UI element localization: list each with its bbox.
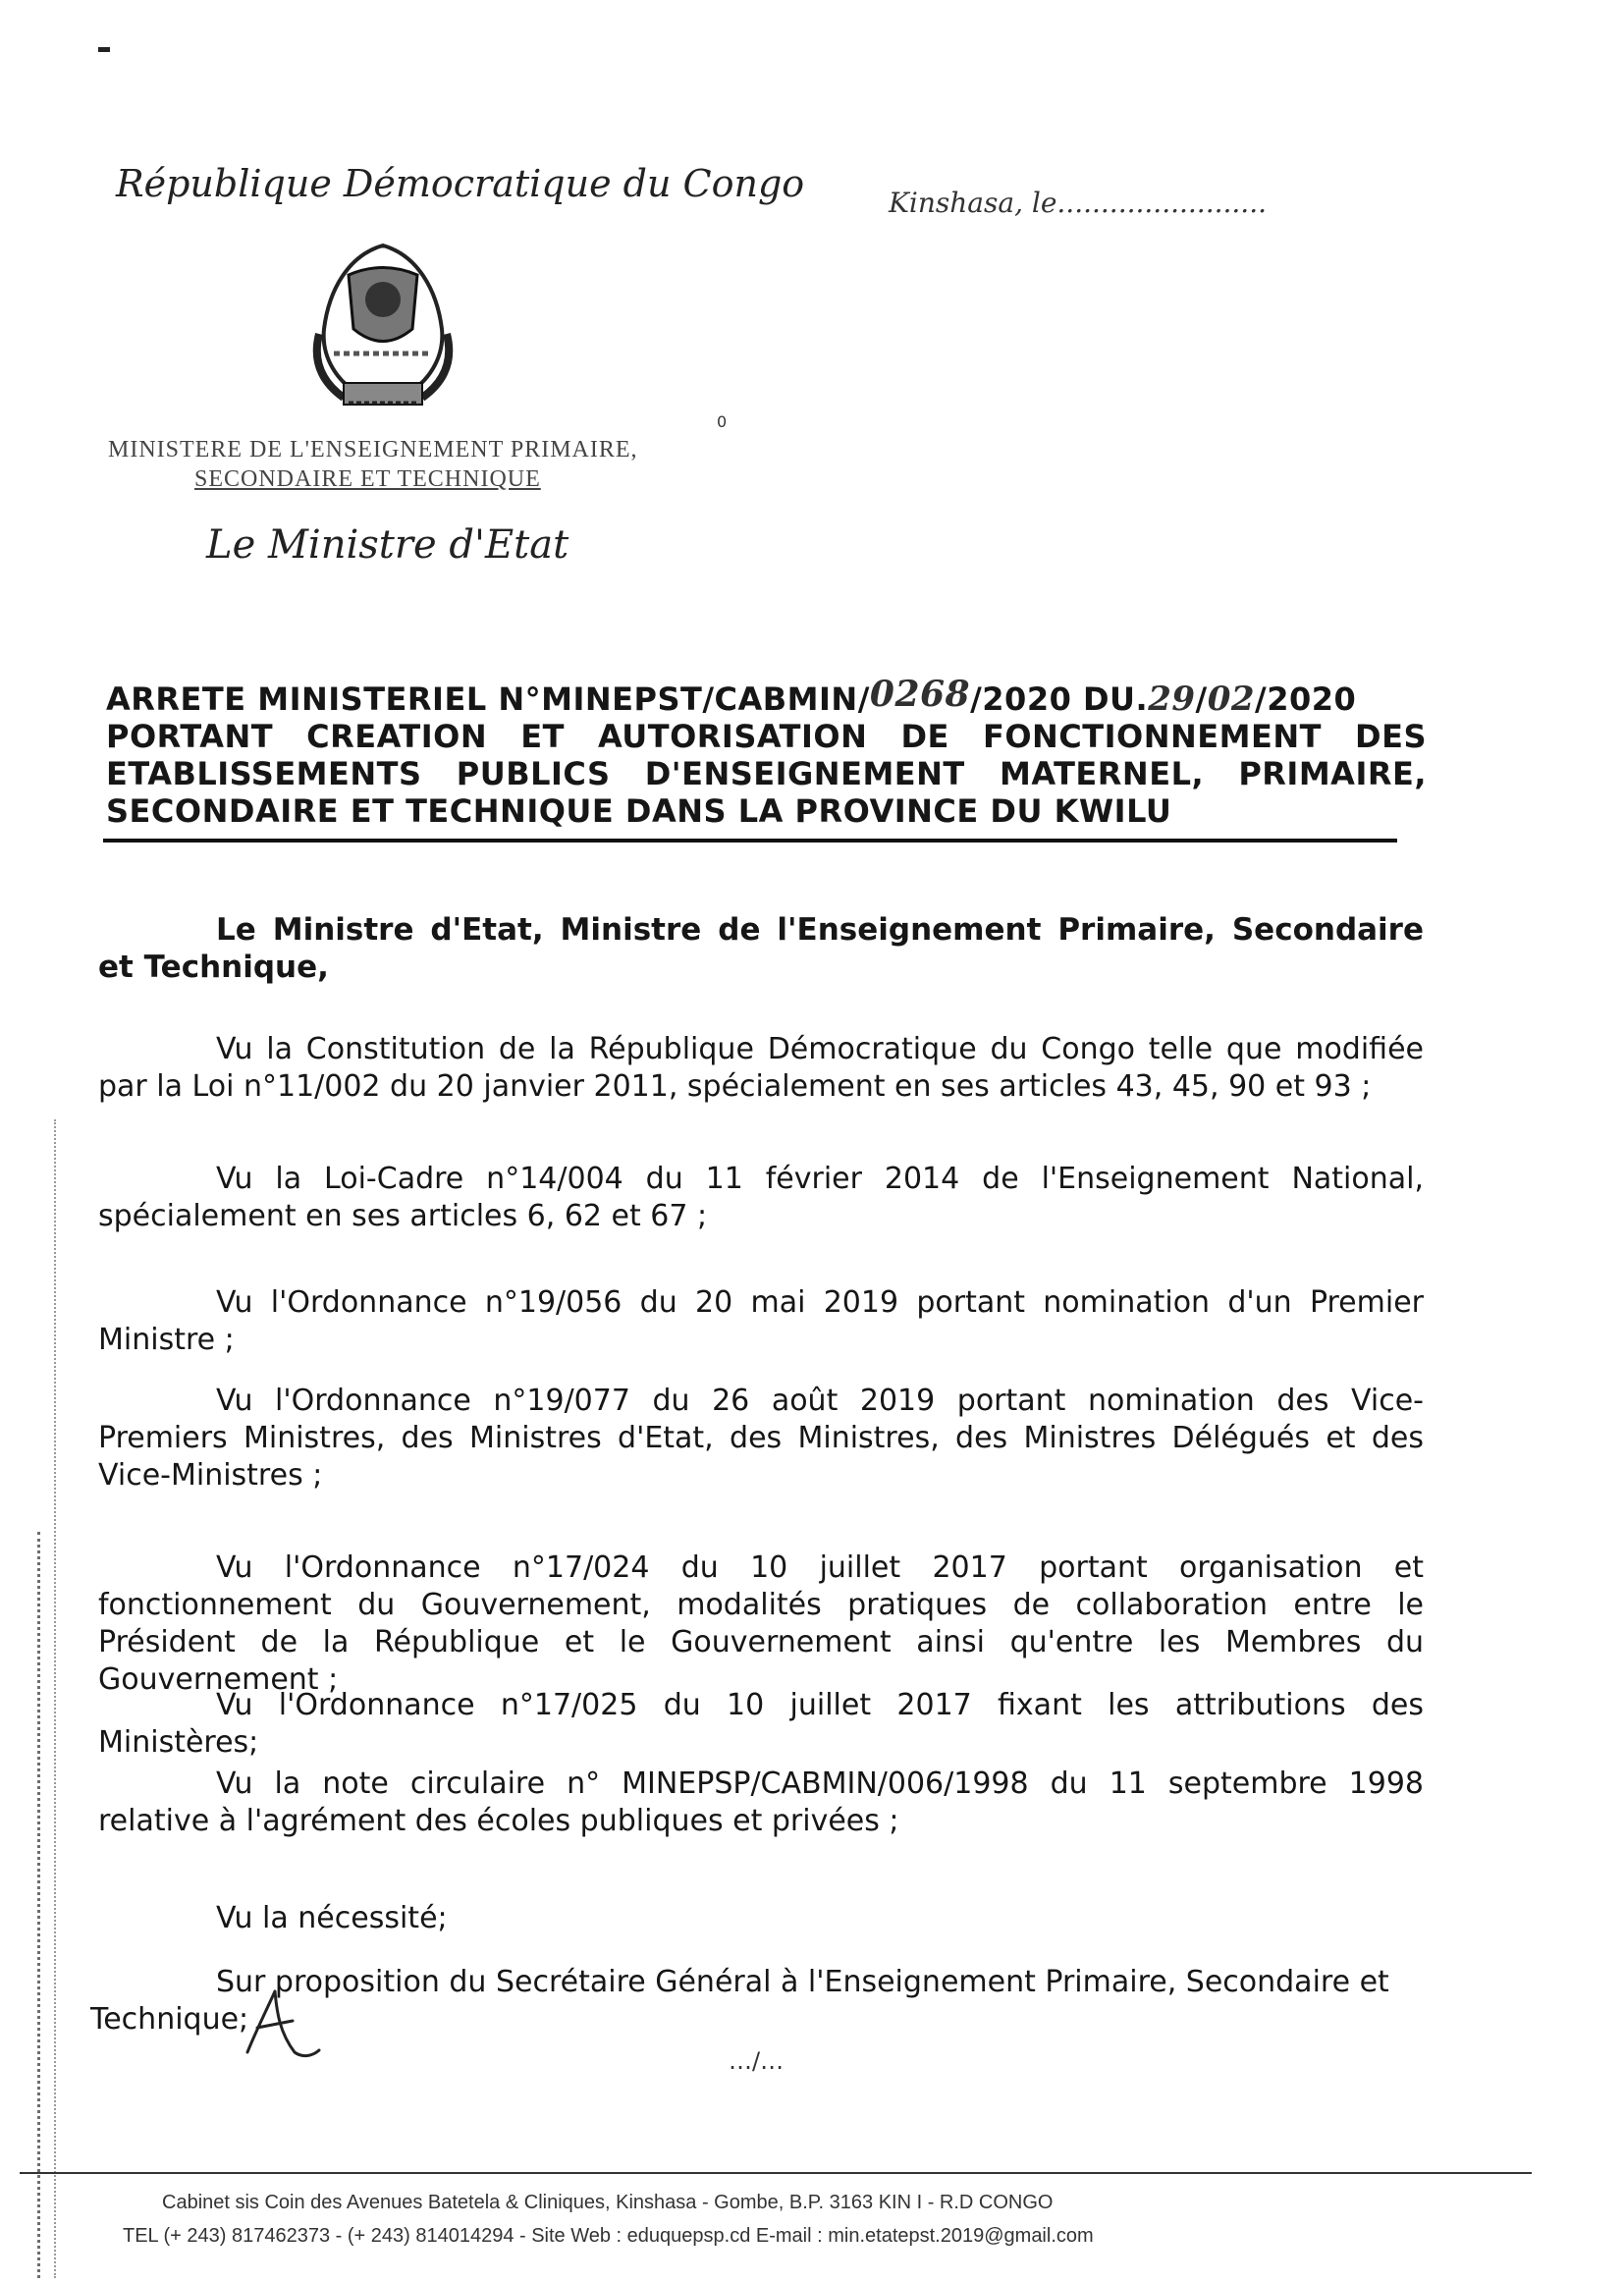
footer-contact: TEL (+ 243) 817462373 - (+ 243) 814014294 - Site Web : eduquepsp.cd E-mail : min.etatepst.2019@gmail.com	[123, 2225, 1094, 2247]
vu-paragraph-6: Vu l'Ordonnance n°17/025 du 10 juillet 2017 fixant les attributions des Ministères;	[98, 1688, 1424, 1760]
decree-title-line4: SECONDAIRE ET TECHNIQUE DANS LA PROVINCE DU KWILU	[106, 792, 1172, 830]
decree-day-handwritten: 29	[1148, 679, 1196, 719]
handwritten-initials	[236, 1984, 324, 2062]
minister-title: Le Ministre d'Etat	[206, 522, 569, 568]
coat-of-arms-emblem	[290, 236, 476, 417]
ministry-name-line2: SECONDAIRE ET TECHNIQUE	[194, 466, 541, 492]
vu-paragraph-7: Vu la note circulaire n° MINEPSP/CABMIN/006/1998 du 11 septembre 1998 relative à l'agrément des écoles publiques et privées ;	[98, 1767, 1424, 1838]
footer-address: Cabinet sis Coin des Avenues Batetela & Cliniques, Kinshasa - Gombe, B.P. 3163 KIN I - R.D CONGO	[162, 2192, 1054, 2213]
ministry-mark: 0	[717, 412, 728, 431]
scan-margin-marks	[54, 1119, 64, 2278]
ministry-name-line1: MINISTERE DE L'ENSEIGNEMENT PRIMAIRE,	[108, 437, 638, 462]
decree-title-prefix: ARRETE MINISTERIEL N°MINEPST/CABMIN/	[106, 680, 870, 718]
decree-title-mid: /2020 DU.	[970, 680, 1149, 718]
decree-title-sep: /	[1195, 680, 1208, 718]
decree-month-handwritten: 02	[1207, 679, 1256, 719]
decree-title-line1	[106, 676, 1427, 718]
intro-paragraph	[98, 911, 1424, 986]
decree-title	[106, 676, 1427, 830]
decree-number-handwritten: 0268	[869, 674, 971, 715]
proposal-line1: Sur proposition du Secrétaire Général à l'Enseignement Primaire, Secondaire et	[216, 1965, 1389, 1999]
scan-dot	[98, 47, 110, 52]
vu-paragraph-2: Vu la Loi-Cadre n°14/004 du 11 février 2014 de l'Enseignement National, spécialement en ses articles 6, 62 et 67 ;	[98, 1162, 1424, 1233]
decree-title-line2: PORTANT CREATION ET AUTORISATION DE FONCTIONNEMENT DES	[106, 718, 1427, 755]
vu-paragraph-1: Vu la Constitution de la République Démocratique du Congo telle que modifiée par la Loi n°11/002 du 20 janvier 2011, spécialement en ses articles 43, 45, 90 et 93 ;	[98, 1032, 1424, 1104]
vu-paragraph-5: Vu l'Ordonnance n°17/024 du 10 juillet 2017 portant organisation et fonctionnement du Gouvernement, modalités pratiques de collaboration entre le Président de la République et le Gouvernement ainsi qu'entre les Membres du Gouvernement ;	[98, 1550, 1424, 1697]
proposal-line2: Technique;	[90, 2002, 249, 2037]
decree-title-line3: ETABLISSEMENTS PUBLICS D'ENSEIGNEMENT MATERNEL, PRIMAIRE,	[106, 755, 1427, 792]
decree-title-year: /2020	[1255, 680, 1357, 718]
vu-paragraph-3: Vu l'Ordonnance n°19/056 du 20 mai 2019 portant nomination d'un Premier Ministre ;	[98, 1285, 1424, 1357]
republic-heading: République Démocratique du Congo	[116, 162, 805, 205]
intro-text: Le Ministre d'Etat, Ministre de l'Enseignement Primaire, Secondaire et Technique,	[98, 912, 1424, 985]
scan-margin-marks	[37, 1532, 50, 2278]
vu-paragraph-4: Vu l'Ordonnance n°19/077 du 26 août 2019 portant nomination des Vice-Premiers Ministres, des Ministres d'Etat, des Ministres, des Ministres Délégués et des Vice-Ministres ;	[98, 1384, 1424, 1493]
title-underline	[103, 839, 1397, 843]
footer-rule	[20, 2172, 1532, 2174]
place-date: Kinshasa, le........................	[889, 187, 1267, 219]
continuation-mark: …/…	[729, 2047, 785, 2075]
vu-paragraph-8: Vu la nécessité;	[216, 1901, 448, 1935]
